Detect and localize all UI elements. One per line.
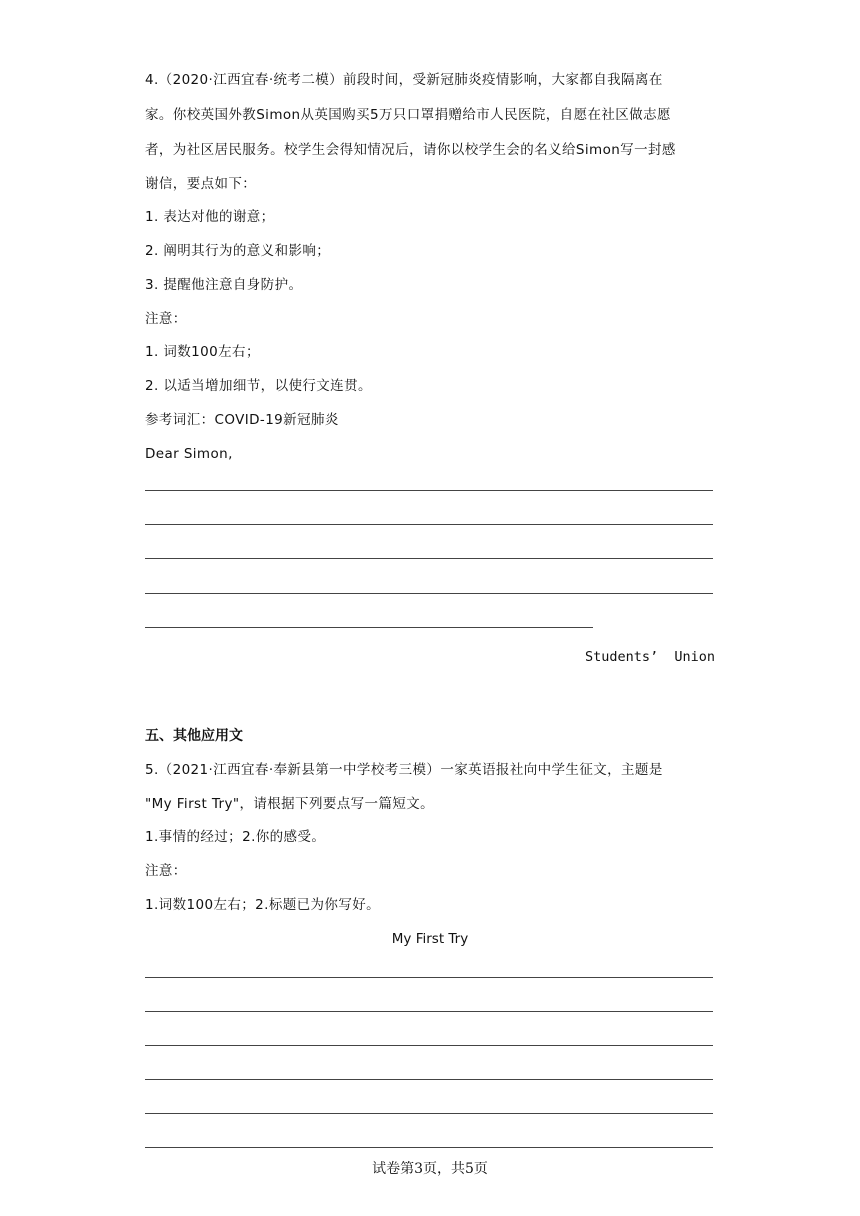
answer-line[interactable] [145, 977, 713, 978]
q4-note-label: 注意： [145, 311, 187, 327]
q5-note-label: 注意： [145, 863, 187, 879]
answer-line[interactable] [145, 627, 593, 628]
page-footer: 试卷第3页，共5页 [372, 1161, 488, 1177]
q4-line-1: 4.（2020·江西宜春·统考二模）前段时间，受新冠肺炎疫情影响，大家都自我隔离在 [145, 72, 663, 88]
q4-vocab: 参考词汇：COVID-19新冠肺炎 [145, 412, 339, 428]
q4-salutation: Dear Simon, [145, 446, 233, 462]
q5-notes: 1.词数100左右；2.标题已为你写好。 [145, 897, 381, 913]
answer-line[interactable] [145, 593, 713, 594]
q4-line-4: 谢信，要点如下： [145, 176, 257, 192]
q4-signature: Students’ Union [584, 649, 715, 665]
answer-line[interactable] [145, 1079, 713, 1080]
q4-note-1: 1. 词数100左右； [145, 344, 260, 360]
answer-line[interactable] [145, 558, 713, 559]
q5-line-1: 5.（2021·江西宜春·奉新县第一中学校考三模）一家英语报社向中学生征文，主题是 [145, 762, 663, 778]
answer-line[interactable] [145, 1011, 713, 1012]
section-heading: 五、其他应用文 [145, 728, 243, 744]
essay-title: My First Try [391, 931, 469, 947]
q4-point-1: 1. 表达对他的谢意； [145, 209, 275, 225]
q4-line-3: 者，为社区居民服务。校学生会得知情况后，请你以校学生会的名义给Simon写一封感 [145, 142, 676, 158]
answer-line[interactable] [145, 490, 713, 491]
q4-point-3: 3. 提醒他注意自身防护。 [145, 277, 303, 293]
q5-line-2: "My First Try"，请根据下列要点写一篇短文。 [145, 796, 435, 812]
answer-line[interactable] [145, 1147, 713, 1148]
q5-points: 1.事情的经过；2.你的感受。 [145, 829, 326, 845]
answer-line[interactable] [145, 1045, 713, 1046]
q4-line-2: 家。你校英国外教Simon从英国购买5万只口罩捐赠给市人民医院，自愿在社区做志愿 [145, 107, 671, 123]
answer-line[interactable] [145, 1113, 713, 1114]
q4-point-2: 2. 阐明其行为的意义和影响； [145, 243, 331, 259]
q4-note-2: 2. 以适当增加细节，以使行文连贯。 [145, 378, 372, 394]
answer-line[interactable] [145, 524, 713, 525]
